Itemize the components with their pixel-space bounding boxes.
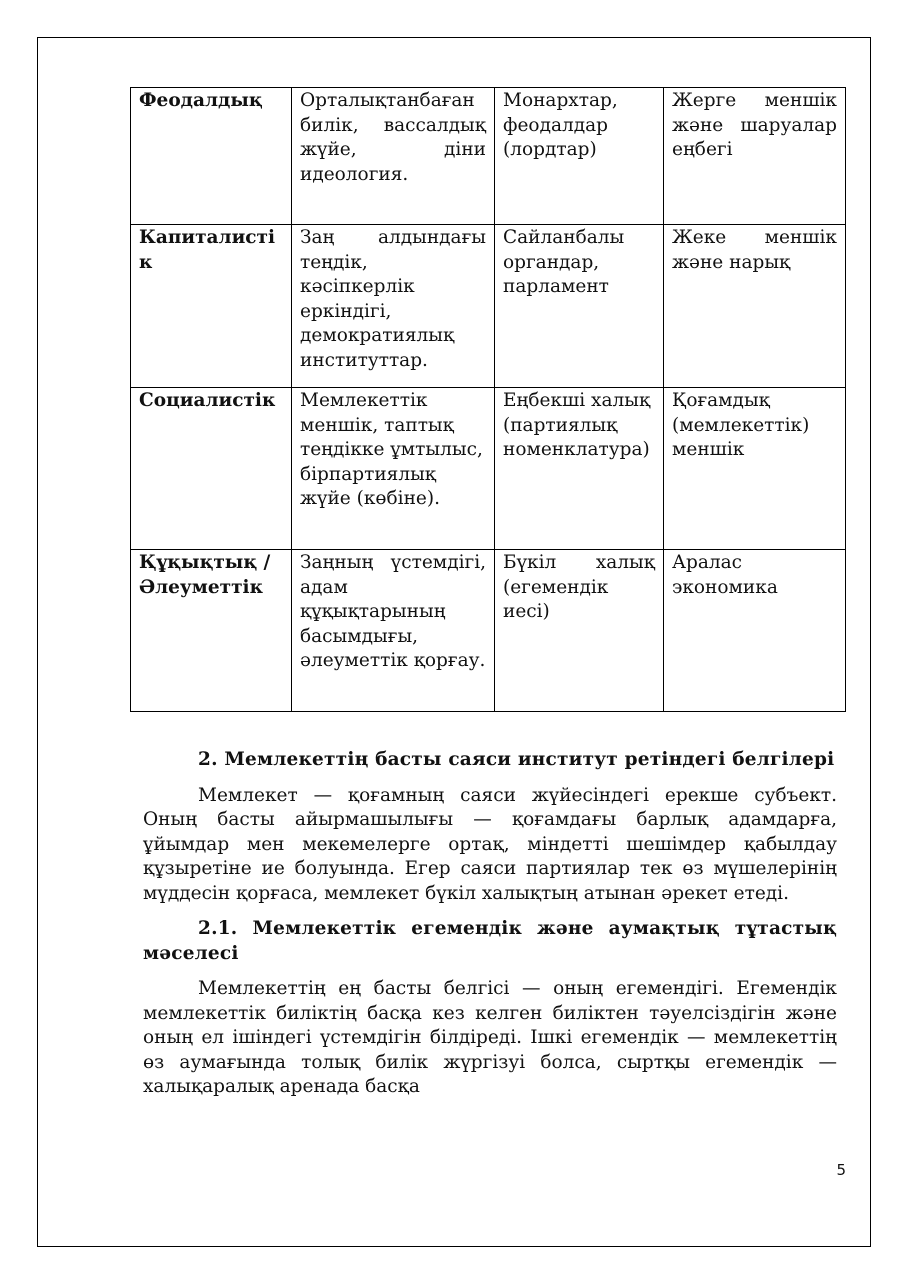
table-row xyxy=(131,550,846,712)
table-row xyxy=(131,388,846,550)
table-cell-type: Социалистік xyxy=(131,388,292,550)
table-cell-type: Капиталистік xyxy=(131,225,292,388)
table-cell-basis: Аралас экономика xyxy=(664,550,846,712)
table-cell-basis: Қоғамдық (мемлекеттік) меншік xyxy=(664,388,846,550)
section-2-paragraph: Мемлекет — қоғамның саяси жүйесіндегі ерекше субъект. Оның басты айырмашылығы — қоғамдағы барлық адамдарға, ұйымдар мен мекемелерге ортақ, міндетті шешімдер қабылдау құзыретіне ие болуында. Егер саяси партиялар тек өз мүшелерінің мүддесін қорғаса, мемлекет бүкіл халықтың атынан әрекет етеді. xyxy=(143,784,837,904)
table-cell-features: Мемлекеттік меншік, таптық теңдікке ұмтылыс, бірпартиялық жүйе (көбіне). xyxy=(292,388,495,550)
state-types-table xyxy=(130,87,846,712)
table-cell-features: Заңның үстемдігі, адам құқықтарының басымдығы, әлеуметтік қорғау. xyxy=(292,550,495,712)
page-number: 5 xyxy=(836,1161,846,1179)
section-heading-2: 2. Мемлекеттің басты саяси институт ретіндегі белгілері xyxy=(198,749,835,770)
table-row xyxy=(131,225,846,388)
table-cell-features: Орталықтанбаған билік, вассалдық жүйе, діни идеология. xyxy=(292,88,495,225)
section-2-1-paragraph: Мемлекеттің ең басты белгісі — оның егемендігі. Егемендік мемлекеттік биліктің басқа кез келген биліктен тәуелсіздігін және оның ел ішіндегі үстемдігін білдіреді. Ішкі егемендік — мемлекеттің өз аумағында толық билік жүргізуі болса, сыртқы егемендік — халықаралық аренада басқа xyxy=(143,978,837,1097)
table-row xyxy=(131,88,846,225)
body-text xyxy=(143,748,837,1111)
table-cell-type: Құқықтық / Әлеуметтік xyxy=(131,550,292,712)
table-cell-power: Еңбекші халық (партиялық номенклатура) xyxy=(495,388,664,550)
table-cell-features: Заң алдындағы теңдік, кәсіпкерлік еркіндігі, демократиялық институттар. xyxy=(292,225,495,388)
table-cell-basis: Жеке меншік және нарық xyxy=(664,225,846,388)
table-cell-type: Феодалдық xyxy=(131,88,292,225)
table-cell-power: Бүкіл халық (егемендік иесі) xyxy=(495,550,664,712)
table-cell-power: Сайланбалы органдар, парламент xyxy=(495,225,664,388)
table-cell-basis: Жерге меншік және шаруалар еңбегі xyxy=(664,88,846,225)
table-cell-power: Монархтар, феодалдар (лордтар) xyxy=(495,88,664,225)
section-heading-2-1: 2.1. Мемлекеттік егемендік және аумақтық тұтастық мәселесі xyxy=(143,918,837,964)
